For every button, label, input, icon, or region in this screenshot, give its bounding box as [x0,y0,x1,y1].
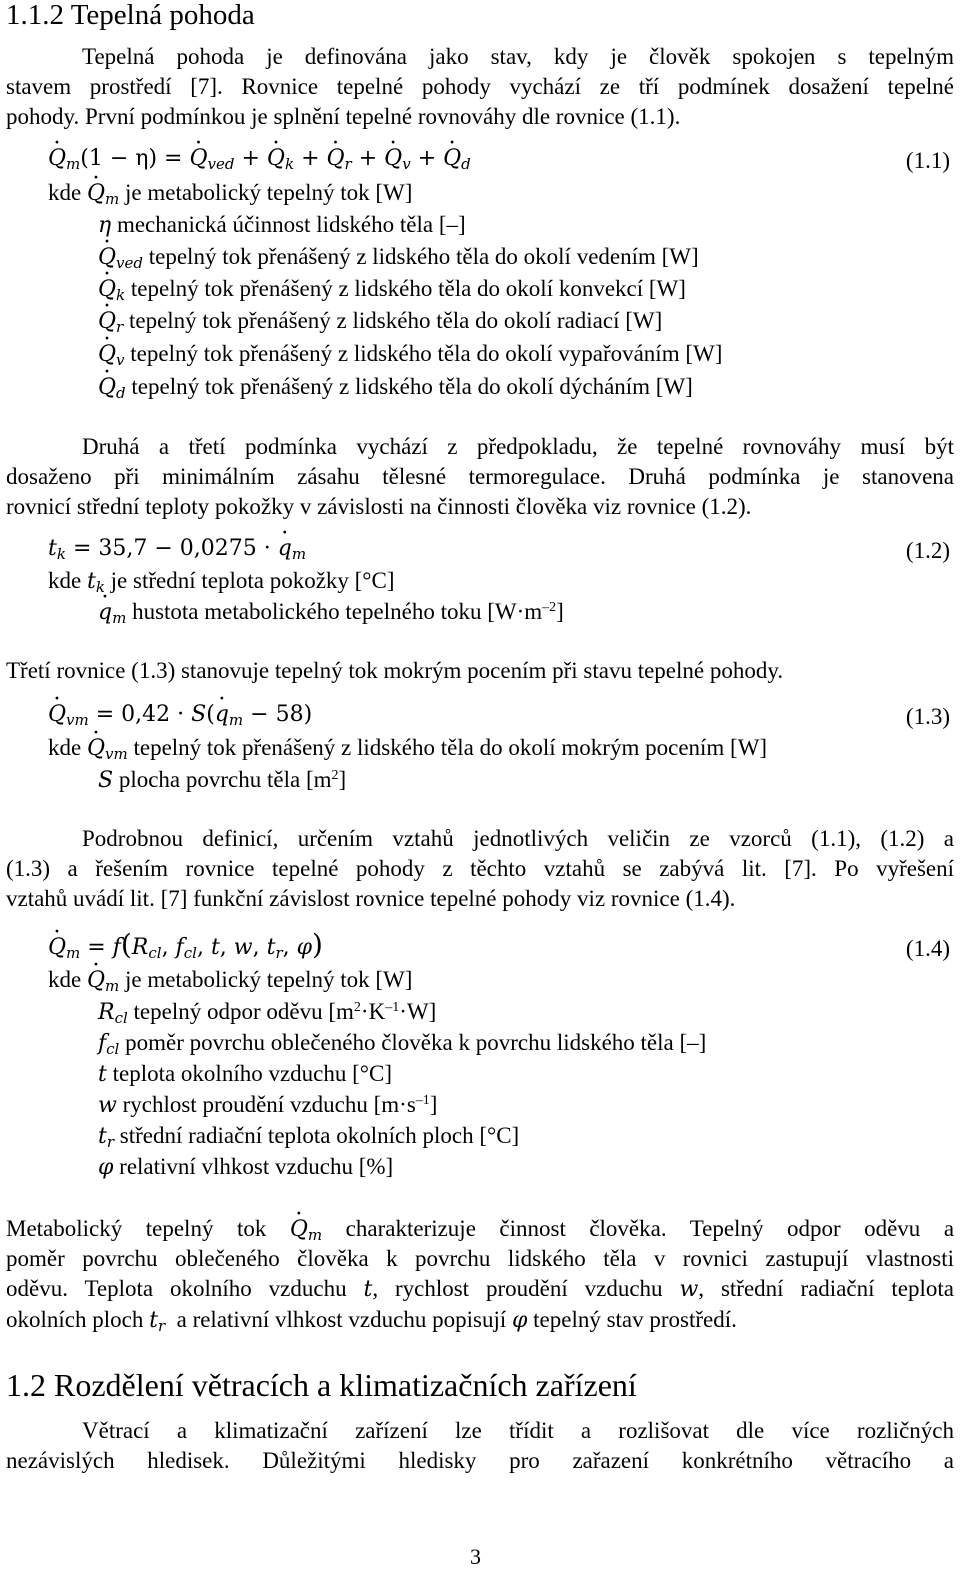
paragraph-4-line-1: Podrobnou definicí, určením vztahů jednotlivých veličin ze vzorců (1.1), (1.2) a [82,826,954,851]
paragraph-1-line-1: Tepelná pohoda je definována jako stav, kdy je člověk spokojen s tepelným [82,44,954,69]
def-qd: · $Q_d$ tepelný tok přenášený z lidského těla do okolí dýcháním [W] [98,372,693,403]
section-heading-1-1-2: 1.1.2 Tepelná pohoda [6,0,255,31]
equation-number-1-3: (1.3) [905,704,950,729]
page-number: 3 [470,1544,481,1569]
def-t: t teplota okolního vzduchu [°C] [98,1061,392,1087]
def-tr: $t_r$ střední radiační teplota okolních ploch [°C] [98,1123,520,1151]
def-phi: φ relativní vlhkost vzduchu [%] [98,1154,394,1180]
section-heading-1-2: 1.2 Rozdělení větracích a klimatizačních zařízení [6,1367,637,1403]
def-qm: kde · $Q_m$ je metabolický tepelný tok [W] [48,178,412,209]
paragraph-2-line-3: rovnicí střední teploty pokožky v závislosti na činnosti člověka viz rovnice (1.2). [6,494,752,519]
def-qr: · $Q_r$ tepelný tok přenášený z lidského těla do okolí radiací [W] [98,306,662,337]
paragraph-6-line-1: Větrací a klimatizační zařízení lze třídit a rozlišovat dle více rozličných [82,1418,954,1443]
paragraph-4-line-3: vztahů uvádí lit. [7] funkční závislost rovnice tepelné pohody viz rovnice (1.4). [6,886,736,911]
equation-number-1-4: (1.4) [905,936,950,961]
def-qm-density: · $q_m$ hustota metabolického tepelného toku $[W\cdot m^{-2}]$ [98,597,564,628]
def-eta: η mechanická účinnost lidského těla [–] [98,212,466,238]
equation-1-4: · $Q_m = f(R_{cl}$, $f_{cl}$, t, w, $t_r$, φ) [48,930,323,963]
paragraph-3-line-1: Třetí rovnice (1.3) stanovuje tepelný tok mokrým pocením při stavu tepelné pohody. [6,658,784,683]
def-qved: · $Q_{ved}$ tepelný tok přenášený z lidského těla do okolí vedením [W] [98,242,699,273]
paragraph-2-line-2: dosaženo při minimálním zásahu tělesné termoregulace. Druhá podmínka je stanovena [6,464,954,489]
paragraph-5-line-1: Metabolický tepelný tok · $Q_m$ charakterizuje činnost člověka. Tepelný odpor oděvu a [6,1214,954,1245]
def-qm-2: kde · $Q_m$ je metabolický tepelný tok [W] [48,965,412,996]
paragraph-6-line-2: nezávislých hledisek. Důležitými hledisky pro zařazení konkrétního větracího a [6,1448,954,1473]
def-rcl: $R_{cl}$ tepelný odpor oděvu $[m^2\cdot K^{-1}\cdot W]$ [98,999,437,1027]
equation-1-2: $t_k = 35,7 - 0,0275$ · · $q_m$ [48,534,306,564]
paragraph-1-line-2: stavem prostředí [7]. Rovnice tepelné pohody vychází ze tří podmínek dosažení tepelné [6,74,954,99]
def-qv: · $Q_v$ tepelný tok přenášený z lidského těla do okolí vypařováním [W] [98,339,722,370]
def-tk: kde $t_k$ je střední teplota pokožky [°C] [48,568,395,596]
paragraph-5-line-4: okolních ploch $t_r$ a relativní vlhkost vzduchu popisují φ tepelný stav prostředí. [6,1307,737,1335]
def-w: w rychlost proudění vzduchu $[m\cdot s^{-1}]$ [98,1092,438,1118]
def-qk: · $Q_k$ tepelný tok přenášený z lidského těla do okolí konvekcí [W] [98,274,686,305]
equation-number-1-2: (1.2) [905,538,950,563]
equation-number-1-1: (1.1) [905,148,950,173]
paragraph-5-line-3: oděvu. Teplota okolního vzduchu t, rychlost proudění vzduchu w, střední radiační teplota [6,1276,954,1302]
def-fcl: $f_{cl}$ poměr povrchu oblečeného člověka k povrchu lidského těla [–] [98,1030,707,1058]
def-s: S plocha povrchu těla $[m^2]$ [98,767,347,793]
paragraph-2-line-1: Druhá a třetí podmínka vychází z předpokladu, že tepelné rovnováhy musí být [82,434,954,459]
paragraph-4-line-2: (1.3) a řešením rovnice tepelné pohody z těchto vztahů se zabývá lit. [7]. Po vyřešení [6,856,954,881]
equation-1-3: · $Q_{vm} = 0,42 \cdot S(\cdot q_m - 58)$ [48,700,312,730]
equation-1-1: · $Q_m(1 - \eta)$ = · $Q_{ved}$ + · $Q_k$ + · $Q_r$ + · $Q_v$ + · $Q_d$ [48,144,471,174]
def-qvm: kde · $Q_{vm}$ tepelný tok přenášený z lidského těla do okolí mokrým pocením [W] [48,733,767,764]
paragraph-1-line-3: pohody. První podmínkou je splnění tepelné rovnováhy dle rovnice (1.1). [6,104,681,129]
paragraph-5-line-2: poměr povrchu oblečeného člověka k povrchu lidského těla v rovnici zastupují vlastnosti [6,1246,954,1271]
